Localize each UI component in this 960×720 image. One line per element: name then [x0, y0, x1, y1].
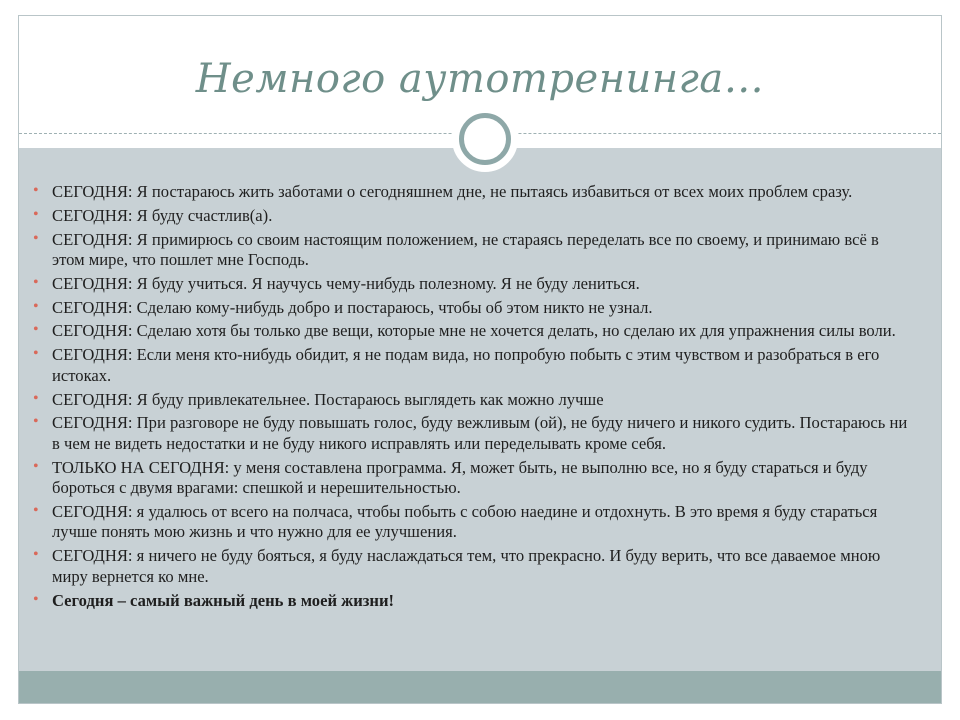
- slide-title: Немного аутотренинга…: [195, 56, 765, 102]
- list-item: [33, 206, 913, 227]
- list-item: [33, 546, 913, 587]
- bullet-list: [33, 182, 913, 614]
- list-item: [33, 390, 913, 411]
- list-item-text: СЕГОДНЯ: Сделаю кому-нибудь добро и постараюсь, чтобы об этом никто не узнал.: [52, 297, 653, 317]
- list-item-text: Сегодня – самый важный день в моей жизни!: [52, 590, 395, 610]
- list-item-text: СЕГОДНЯ: я ничего не буду бояться, я буду наслаждаться тем, что прекрасно. И буду верить, что все даваемое мною миру вернется ко мне.: [52, 546, 881, 586]
- list-item-text: СЕГОДНЯ: Я буду учиться. Я научусь чему-нибудь полезному. Я не буду лениться.: [52, 273, 640, 293]
- list-item-text: СЕГОДНЯ: При разговоре не буду повышать голос, буду вежливым (ой), не буду ничего и никого судить. Постараюсь ни в чем не видеть недостатки и не буду никого исправлять или переделывать кроме себя.: [52, 413, 908, 453]
- bullet-icon: •: [33, 297, 39, 315]
- bullet-icon: •: [33, 413, 39, 431]
- bullet-icon: •: [33, 321, 39, 339]
- list-item-text: СЕГОДНЯ: я удалюсь от всего на полчаса, чтобы побыть с собою наедине и отдохнуть. В это время я буду стараться лучше понять мою жизнь и что нужно для ее улучшения.: [52, 501, 878, 542]
- footer-bar: [19, 671, 941, 703]
- list-item-text: СЕГОДНЯ: Сделаю хотя бы только две вещи, которые мне не хочется делать, но сделаю их для упражнения силы воли.: [52, 321, 896, 341]
- bullet-icon: •: [33, 345, 39, 363]
- list-item: [33, 182, 913, 203]
- list-item: [33, 321, 913, 342]
- list-item: [33, 274, 913, 295]
- list-item-text: СЕГОДНЯ: Я примирюсь со своим настоящим положением, не стараясь переделать все по своему, и принимаю всё в этом мире, что пошлет мне Господь.: [52, 229, 879, 270]
- content-area: [19, 148, 941, 671]
- ring-icon: [459, 113, 511, 165]
- bullet-icon: •: [33, 590, 39, 608]
- list-item: [33, 345, 913, 386]
- list-item: [33, 502, 913, 543]
- list-item: [33, 413, 913, 454]
- bullet-icon: •: [33, 546, 39, 564]
- list-item: [33, 298, 913, 319]
- list-item-text: СЕГОДНЯ: Я постараюсь жить заботами о сегодняшнем дне, не пытаясь избавиться от всех моих проблем сразу.: [52, 182, 853, 201]
- slide: [18, 15, 942, 704]
- list-item-text: СЕГОДНЯ: Я буду привлекательнее. Постараюсь выглядеть как можно лучше: [52, 389, 604, 409]
- list-item-text: СЕГОДНЯ: Если меня кто-нибудь обидит, я не подам вида, но попробую побыть с этим чувством и разобраться в его истоках.: [52, 345, 880, 385]
- list-item-text: ТОЛЬКО НА СЕГОДНЯ: у меня составлена программа. Я, может быть, не выполню все, но я буду стараться и буду бороться с двумя врагами: спешкой и нерешительностью.: [52, 457, 868, 498]
- list-item: [33, 458, 913, 499]
- bullet-icon: •: [33, 389, 39, 407]
- bullet-icon: •: [33, 273, 39, 291]
- bullet-icon: •: [33, 182, 39, 199]
- bullet-icon: •: [33, 501, 39, 519]
- circle-ornament-icon: [452, 106, 518, 172]
- list-item: [33, 230, 913, 271]
- bullet-icon: •: [33, 229, 39, 247]
- bullet-icon: •: [33, 205, 39, 223]
- list-item-text: СЕГОДНЯ: Я буду счастлив(а).: [52, 205, 273, 225]
- bullet-icon: •: [33, 457, 39, 475]
- list-item-emphasis: [33, 591, 913, 612]
